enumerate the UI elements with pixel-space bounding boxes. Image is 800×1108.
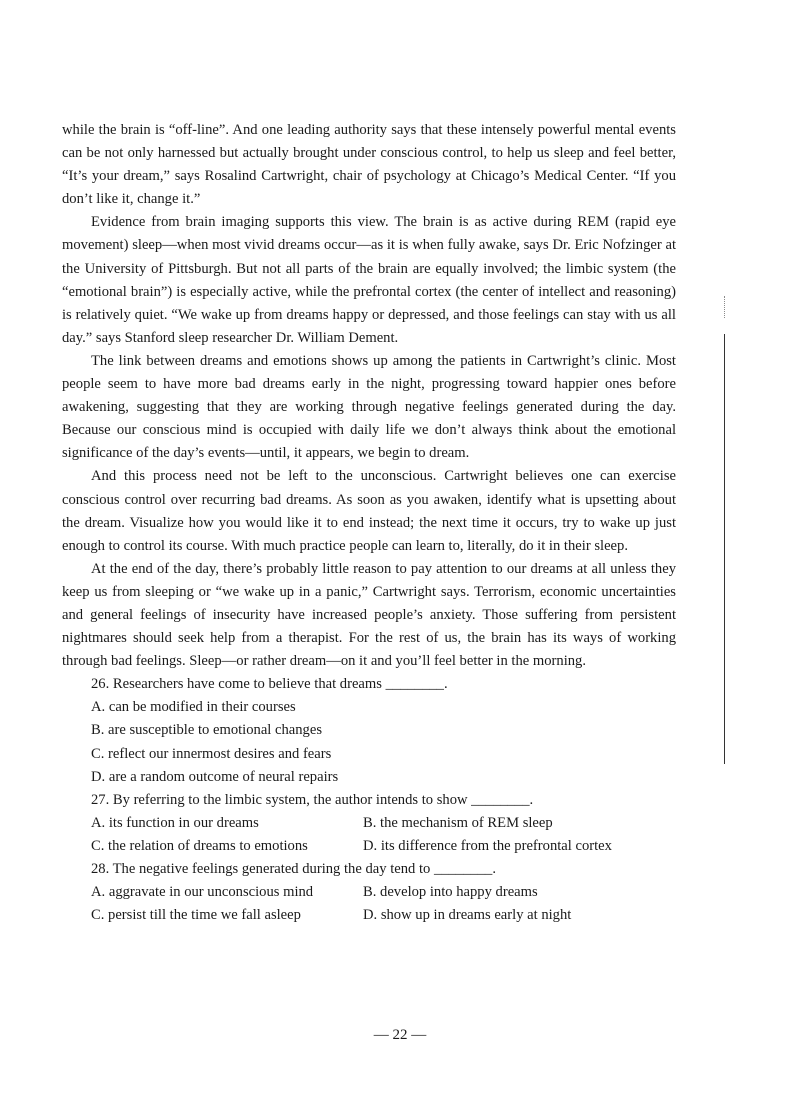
question-27 <box>62 789 676 858</box>
passage-paragraph-4: And this process need not be left to the unconscious. Cartwright believes one can exercise conscious control over recurring bad dreams. As soon as you awaken, identify what is upsetting about the dream. Visualize how you would like it to end instead; the next time it occurs, try to wake up just enough to control its course. With much practice people can learn to, literally, do it in their sleep. <box>62 468 676 554</box>
passage-paragraph-2: Evidence from brain imaging supports this view. The brain is as active during REM (rapid eye movement) sleep—when most vivid dreams occur—as it is when fully awake, says Dr. Eric Nofzinger at the University of Pittsburgh. But not all parts of the brain are equally involved; the limbic system (the “emotional brain”) is especially active, while the prefrontal cortex (the center of intellect and reasoning) is relatively quiet. “We wake up from dreams happy or depressed, and those feelings can stay with us all day.” says Stanford sleep researcher Dr. William Dement. <box>62 214 676 346</box>
page-number: — 22 — <box>373 1027 427 1043</box>
question-26 <box>62 673 676 788</box>
option-row <box>62 904 676 927</box>
passage-paragraph-1: while the brain is “off-line”. And one leading authority says that these intensely powerful mental events can be not only harnessed but actually brought under conscious control, to help us sleep and feel better, “It’s your dream,” says Rosalind Cartwright, chair of psychology at Chicago’s Medical Center. “If you don’t like it, change it.” <box>62 122 676 208</box>
option-d: D. its difference from the prefrontal cortex <box>363 837 612 854</box>
option-d: D. are a random outcome of neural repairs <box>91 768 339 785</box>
option-c: C. reflect our innermost desires and fears <box>91 745 332 762</box>
passage-paragraph-3: The link between dreams and emotions shows up among the patients in Cartwright’s clinic. Most people seem to have more bad dreams early in the night, progressing toward happier ones before awakening, suggesting that they are working through negative feelings generated during the day. Because our conscious mind is occupied with daily life we don’t always think about the emotional significance of the day’s events—until, it appears, we begin to dream. <box>62 352 676 462</box>
option-c: C. persist till the time we fall asleep <box>91 907 301 924</box>
question-stem: 26. Researchers have come to believe that dreams ________. <box>91 676 448 693</box>
option-row <box>62 835 676 858</box>
exam-page <box>62 119 676 927</box>
question-stem: 27. By referring to the limbic system, the author intends to show ________. <box>91 791 534 808</box>
binding-dotted-mark <box>724 296 726 318</box>
option-a: A. can be modified in their courses <box>91 699 296 716</box>
option-d: D. show up in dreams early at night <box>363 907 572 924</box>
binding-line <box>724 334 725 764</box>
option-a: A. aggravate in our unconscious mind <box>91 884 314 901</box>
option-a: A. its function in our dreams <box>91 814 259 831</box>
option-row <box>62 812 676 835</box>
question-28 <box>62 858 676 927</box>
passage-paragraph-5: At the end of the day, there’s probably little reason to pay attention to our dreams at all unless they keep us from sleeping or “we wake up in a panic,” Cartwright says. Terrorism, economic uncertainties and general feelings of insecurity have increased people’s anxiety. Those suffering from persistent nightmares should seek help from a therapist. For the rest of us, the brain has its ways of working through bad feelings. Sleep—or rather dream—on it and you’ll feel better in the morning. <box>62 560 676 670</box>
option-row <box>62 881 676 904</box>
question-stem: 28. The negative feelings generated during the day tend to ________. <box>91 861 496 877</box>
option-b: B. are susceptible to emotional changes <box>91 722 322 739</box>
option-b: B. develop into happy dreams <box>363 884 538 901</box>
option-b: B. the mechanism of REM sleep <box>363 814 553 831</box>
option-c: C. the relation of dreams to emotions <box>91 837 308 854</box>
